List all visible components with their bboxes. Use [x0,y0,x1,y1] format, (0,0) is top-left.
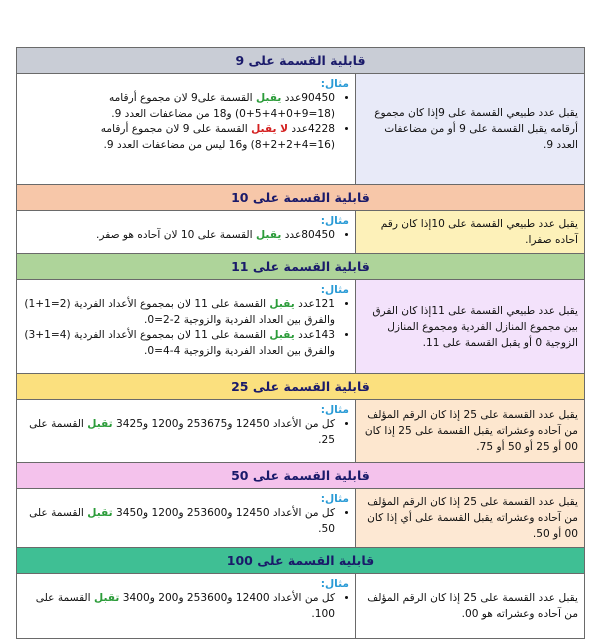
section-25-rule: يقبل عدد القسمة على 25 إذا كان الرقم المؤلف من آحاده وعشراته يقبل القسمة على 25 إذا كان 00 أو 25 أو 50 أو 75. [355,400,584,462]
section-9-examples [17,74,355,184]
verdict-reject: لا يقبل [251,123,289,135]
list-item: • كل من الأعداد 12450 و253600 و1200 و3450 تقبل القسمة على 50. [23,506,335,537]
section-25-examples [17,400,355,462]
section-100-title: قابلية القسمة على 100 [17,548,584,574]
section-10-rule: يقبل عدد طبيعي القسمة على 10إذا كان رقم آحاده صفرا. [355,211,584,253]
section-50-examples [17,489,355,547]
verdict-accept: يقبل [255,92,282,104]
section-25-title: قابلية القسمة على 25 [17,374,584,400]
example-label: مثال: [320,578,349,590]
list-item: • 4228عدد لا يقبل القسمة على 9 لان مجموع أرقامه (16=4+2+2+8) و16 ليس من مضاعفات العدد 9. [23,122,335,153]
divisibility-table [16,47,585,639]
section-50-title: قابلية القسمة على 50 [17,463,584,489]
list-item: • 121عدد يقبل القسمة على 11 لان بمجموع الأعداد الفردية (2=1+1) والفرق بين العداد الفردية والزوجية 2-2=0. [23,297,335,328]
verdict-accept: يقبل [269,298,295,310]
section-11-examples [17,280,355,373]
section-10-row [17,211,584,254]
section-11-row [17,280,584,374]
section-9-rule: يقبل عدد طبيعي القسمة على 9إذا كان مجموع أرقامه يقبل القسمة على 9 أو من مضاعفات العدد 9. [355,74,584,184]
section-9-row [17,74,584,185]
example-label: مثال: [320,284,349,296]
verdict-accept: يقبل [269,329,295,341]
example-label: مثال: [320,493,349,505]
section-10-examples [17,211,355,253]
list-item: • 80450عدد يقبل القسمة على 10 لان آحاده هو صفر. [23,228,335,244]
list-item: • كل من الأعداد 12450 و253675 و1200 و3425 تقبل القسمة على 25. [23,417,335,448]
section-100-examples [17,574,355,638]
section-100-rule: يقبل عدد القسمة على 25 إذا كان الرقم المؤلف من آحاده وعشراته هو 00. [355,574,584,638]
section-11-title: قابلية القسمة على 11 [17,254,584,280]
example-label: مثال: [320,78,349,90]
verdict-accept: يقبل [255,229,282,241]
verdict-accept: تقبل [93,592,120,604]
section-100-row [17,574,584,638]
section-25-row [17,400,584,463]
section-9-title: قابلية القسمة على 9 [17,48,584,74]
list-item: • 90450عدد يقبل القسمة على9 لان مجموع أرقامه (18=9+0+4+5+0) و18 من مضاعفات العدد 9. [23,91,335,122]
list-item: • 143عدد يقبل القسمة على 11 لان بمجموع الأعداد الفردية (4=1+3) والفرق بين العداد الفردية والزوجية 4-4=0. [23,328,335,359]
section-11-rule: يقبل عدد طبيعي القسمة على 11إذا كان الفرق بين مجموع المنازل الفردية ومجموع المنازل الزوجية 0 أو يقبل القسمة على 11. [355,280,584,373]
verdict-accept: تقبل [87,418,113,430]
section-50-rule: يقبل عدد القسمة على 25 إذا كان الرقم المؤلف من آحاده وعشراته يقبل القسمة على أي إذا كان 00 أو 50. [355,489,584,547]
list-item: • كل من الأعداد 12400 و253600 و200 و3400 تقبل القسمة على 100. [23,591,335,622]
section-50-row [17,489,584,548]
example-label: مثال: [320,215,349,227]
verdict-accept: تقبل [87,507,113,519]
example-label: مثال: [320,404,349,416]
section-10-title: قابلية القسمة على 10 [17,185,584,211]
